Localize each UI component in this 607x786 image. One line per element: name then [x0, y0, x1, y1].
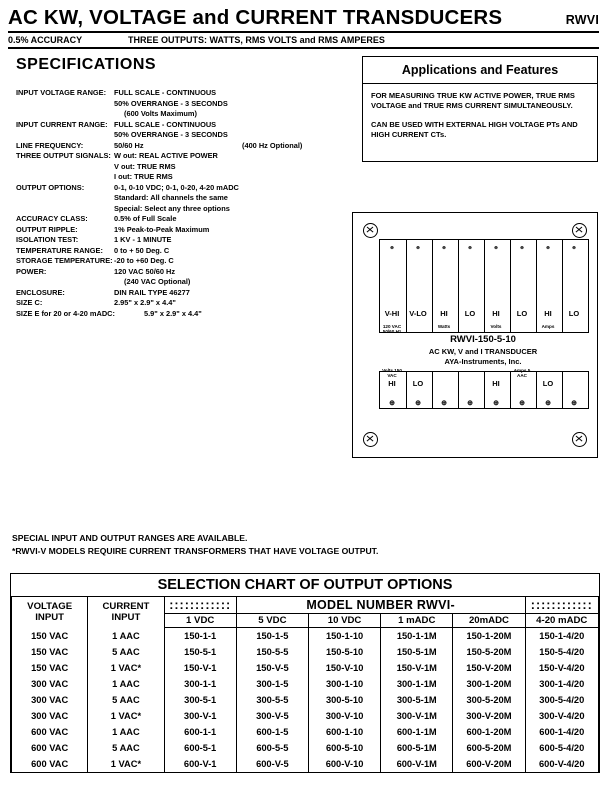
cell-model: 300-1-1: [164, 676, 236, 692]
selection-chart-title: SELECTION CHART OF OUTPUT OPTIONS: [11, 574, 599, 597]
cell-voltage: 150 VAC: [12, 628, 88, 645]
terminal-sublabel: [509, 324, 535, 334]
cell-current: 5 AAC: [88, 644, 164, 660]
screw-icon: ⊕: [442, 245, 446, 250]
spec-row: [16, 246, 346, 257]
cell-voltage: 600 VAC: [12, 724, 88, 740]
spec-label: TEMPERATURE RANGE:: [16, 245, 103, 255]
table-row: [12, 644, 599, 660]
spec-row: [16, 151, 346, 162]
device-illustration: [352, 212, 598, 458]
cell-model: 150-1-4/20: [525, 628, 598, 645]
spec-label: ENCLOSURE:: [16, 287, 65, 297]
spec-value-2: [242, 130, 346, 141]
table-row: [12, 740, 599, 756]
cell-current: 1 VAC*: [88, 756, 164, 772]
cell-model: 300-5-1: [164, 692, 236, 708]
spec-value-2: [242, 246, 346, 257]
header-output-1madc: 1 mADC: [381, 614, 453, 628]
spec-label: [16, 162, 114, 173]
cell-model: 300-V-1: [164, 708, 236, 724]
cell-voltage: 150 VAC: [12, 644, 88, 660]
terminal-label: [561, 379, 587, 388]
bottom-terminal-labels: [379, 379, 587, 388]
spec-label: ACCURACY CLASS:: [16, 214, 88, 223]
spec-row: [16, 193, 346, 204]
cell-model: 600-1-10: [308, 724, 380, 740]
spec-value-2: [242, 172, 346, 183]
cell-model: 150-V-5: [236, 660, 308, 676]
screw-icon: ⊕: [546, 245, 550, 250]
header-output-1vdc: 1 VDC: [164, 614, 236, 628]
cell-model: 150-1-20M: [453, 628, 525, 645]
selection-chart: [10, 573, 600, 773]
cell-model: 600-5-5: [236, 740, 308, 756]
cell-model: 600-V-4/20: [525, 756, 598, 772]
spec-row: [16, 88, 346, 99]
cell-model: 150-1-10: [308, 628, 380, 645]
cell-model: 300-1-1M: [381, 676, 453, 692]
spec-label: [16, 130, 114, 141]
cell-model: 150-5-1M: [381, 644, 453, 660]
cell-model: 300-5-20M: [453, 692, 525, 708]
screw-icon: ⊕: [415, 400, 421, 407]
header-current-input: CURRENT INPUT: [88, 597, 164, 628]
cell-model: 600-1-1M: [381, 724, 453, 740]
terminal-label: HI: [440, 309, 448, 318]
top-screw-row: [379, 245, 587, 251]
terminal-label: [457, 379, 483, 388]
spec-value-2: [242, 256, 346, 267]
spec-value: 50/60 Hz: [114, 140, 144, 150]
terminal-label: LO: [542, 379, 554, 388]
cell-model: 150-V-10: [308, 660, 380, 676]
bottom-screw-row: [379, 399, 587, 407]
screw-icon: ⊕: [493, 400, 499, 407]
spec-value: 120 VAC 50/60 Hz: [114, 266, 176, 276]
screw-icon: ⊕: [572, 245, 576, 250]
terminal-label: V-HI: [384, 309, 400, 318]
cell-model: 600-5-10: [308, 740, 380, 756]
spec-value: 5.9" x 2.9" x 4.4": [144, 308, 202, 318]
cell-model: 300-1-4/20: [525, 676, 598, 692]
terminal-sublabel: Amps 5 AAC: [513, 368, 531, 378]
spec-value-2: [242, 235, 346, 246]
cell-model: 300-5-10: [308, 692, 380, 708]
terminal-sublabel: Volts: [490, 324, 502, 329]
device-model-number: RWVI-150-5-10: [450, 334, 516, 345]
device-body: [361, 221, 589, 449]
spec-value: 1% Peak-to-Peak Maximum: [114, 224, 210, 234]
screw-icon: ⊕: [416, 245, 420, 250]
spec-label: [16, 99, 114, 110]
cell-model: 300-V-4/20: [525, 708, 598, 724]
terminal-sublabel: [405, 324, 431, 334]
spec-row: [16, 109, 346, 120]
terminal-label: [509, 379, 535, 388]
terminal-label: LO: [568, 309, 580, 318]
cell-voltage: 600 VAC: [12, 740, 88, 756]
cell-model: 600-V-20M: [453, 756, 525, 772]
cell-current: 5 AAC: [88, 740, 164, 756]
terminal-sublabel: Volts 150 VAC: [382, 368, 402, 378]
screw-icon: ⊕: [441, 400, 447, 407]
spec-row: [16, 267, 346, 278]
header-title-row: [8, 6, 599, 30]
spec-label: SIZE E for 20 or 4-20 mADC:: [16, 308, 115, 318]
cell-model: 300-1-5: [236, 676, 308, 692]
spec-value: 50% OVERRANGE - 3 SECONDS: [114, 98, 228, 108]
product-code: RWVI: [565, 13, 599, 27]
device-company: AYA-Instruments, Inc.: [444, 357, 522, 366]
screw-icon: ⊕: [520, 245, 524, 250]
cell-model: 300-1-10: [308, 676, 380, 692]
applications-box: [362, 56, 598, 162]
spec-value: 1 KV - 1 MINUTE: [114, 235, 172, 244]
spec-value: 0.5% of Full Scale: [114, 214, 177, 223]
applications-paragraph: CAN BE USED WITH EXTERNAL HIGH VOLTAGE PTs AND HIGH CURRENT CTs.: [371, 120, 578, 139]
table-row: [12, 692, 599, 708]
spec-label: INPUT VOLTAGE RANGE:: [16, 88, 107, 97]
spec-label: INPUT CURRENT RANGE:: [16, 119, 108, 129]
screw-icon: [363, 432, 378, 447]
device-description: AC KW, V and I TRANSDUCER: [428, 347, 538, 356]
screw-icon: ⊕: [519, 400, 525, 407]
spec-row: [16, 130, 346, 141]
spec-value-2: [242, 162, 346, 173]
spec-row: [16, 235, 346, 246]
spec-label: SIZE C:: [16, 298, 43, 307]
spec-row: [16, 162, 346, 173]
spec-value-2: [242, 214, 346, 225]
table-row: [12, 628, 599, 645]
cell-model: 300-V-5: [236, 708, 308, 724]
spec-value: Special: Select any three options: [114, 203, 230, 213]
spec-row: [16, 99, 346, 110]
header-output-10vdc: 10 VDC: [308, 614, 380, 628]
spec-value: (240 VAC Optional): [124, 277, 191, 286]
cell-voltage: 300 VAC: [12, 676, 88, 692]
spec-row: [16, 288, 346, 299]
terminal-label: LO: [464, 309, 476, 318]
terminal-label: HI: [544, 309, 552, 318]
cell-model: 600-1-20M: [453, 724, 525, 740]
spec-value-2: [242, 151, 346, 162]
table-row: [12, 708, 599, 724]
terminal-sublabel: Watts: [437, 324, 451, 329]
cell-model: 600-V-1M: [381, 756, 453, 772]
spec-label: ISOLATION TEST:: [16, 235, 79, 244]
cell-model: 600-V-10: [308, 756, 380, 772]
cell-current: 5 AAC: [88, 692, 164, 708]
spec-value: FULL SCALE - CONTINUOUS: [114, 88, 217, 97]
cell-model: 300-5-4/20: [525, 692, 598, 708]
spec-value: -20 to +60 Deg. C: [114, 256, 174, 265]
chart-dots-right: ::::::::::::: [525, 597, 598, 614]
spec-value-2: [242, 204, 346, 215]
terminal-label: HI: [492, 379, 500, 388]
terminal-sublabel: Amps: [541, 324, 555, 329]
spec-value-2: [242, 183, 346, 194]
cell-model: 150-V-1: [164, 660, 236, 676]
page-header: [8, 6, 599, 49]
terminal-label: [431, 379, 457, 388]
spec-label: THREE OUTPUT SIGNALS:: [16, 151, 111, 160]
note-line: *RWVI-V MODELS REQUIRE CURRENT TRANSFORMERS THAT HAVE VOLTAGE OUTPUT.: [12, 546, 379, 556]
spec-value: 0-1, 0-10 VDC; 0-1, 0-20, 4-20 mADC: [114, 182, 239, 192]
cell-current: 1 VAC*: [88, 708, 164, 724]
cell-model: 150-V-20M: [453, 660, 525, 676]
chart-model-header: MODEL NUMBER RWVI-: [236, 597, 525, 614]
header-output-5vdc: 5 VDC: [236, 614, 308, 628]
spec-row: [16, 277, 346, 288]
cell-model: 300-5-5: [236, 692, 308, 708]
terminal-label: HI: [388, 379, 396, 388]
table-row: [12, 676, 599, 692]
header-rule-2: [8, 47, 599, 49]
screw-icon: [572, 223, 587, 238]
cell-model: 600-1-1: [164, 724, 236, 740]
spec-label: STORAGE TEMPERATURE:: [16, 256, 113, 265]
terminal-label: LO: [412, 379, 424, 388]
cell-model: 150-1-1: [164, 628, 236, 645]
header-output-420madc: 4-20 mADC: [525, 614, 598, 628]
terminal-sublabel: [457, 324, 483, 334]
cell-current: 1 AAC: [88, 676, 164, 692]
selection-chart-table: [11, 597, 599, 772]
cell-voltage: 150 VAC: [12, 660, 88, 676]
spec-value: I out: TRUE RMS: [114, 172, 173, 181]
table-row: [12, 724, 599, 740]
terminal-label: HI: [492, 309, 500, 318]
screw-icon: [572, 432, 587, 447]
specifications-title: SPECIFICATIONS: [16, 56, 157, 73]
cell-model: 150-V-1M: [381, 660, 453, 676]
cell-model: 600-V-1: [164, 756, 236, 772]
spec-value-2: [242, 88, 346, 99]
spec-row: [16, 214, 346, 225]
spec-value-2: (400 Hz Optional): [242, 140, 303, 150]
cell-voltage: 300 VAC: [12, 692, 88, 708]
outputs-label: THREE OUTPUTS: WATTS, RMS VOLTS and RMS AMPERES: [128, 35, 385, 45]
screw-icon: ⊕: [545, 400, 551, 407]
spec-value: W out: REAL ACTIVE POWER: [114, 151, 218, 160]
chart-header-row-1: [12, 597, 599, 614]
spec-value-2: [242, 277, 346, 288]
cell-model: 150-5-4/20: [525, 644, 598, 660]
spec-value-2: [242, 298, 346, 309]
spec-value-2: [242, 225, 346, 236]
top-terminal-sublabels: [379, 324, 587, 334]
spec-value-2: [242, 288, 346, 299]
spec-row: [16, 183, 346, 194]
spec-value: V out: TRUE RMS: [114, 161, 176, 171]
spec-label: OUTPUT OPTIONS:: [16, 182, 85, 192]
screw-icon: ⊕: [494, 245, 498, 250]
cell-model: 150-5-5: [236, 644, 308, 660]
terminal-sublabel: [561, 324, 587, 334]
spec-label: LINE FREQUENCY:: [16, 140, 84, 150]
spec-row: [16, 256, 346, 267]
cell-model: 300-V-1M: [381, 708, 453, 724]
table-row: [12, 756, 599, 772]
spec-value-2: [242, 193, 346, 204]
screw-icon: [363, 223, 378, 238]
spec-label: [16, 172, 114, 183]
cell-model: 150-1-1M: [381, 628, 453, 645]
spec-label: [16, 193, 114, 204]
spec-value: 2.95" x 2.9" x 4.4": [114, 298, 176, 307]
terminal-label: V-LO: [409, 309, 427, 318]
spec-label: [16, 109, 114, 120]
screw-icon: ⊕: [571, 400, 577, 407]
cell-voltage: 600 VAC: [12, 756, 88, 772]
notes-block: [12, 532, 592, 558]
cell-voltage: 300 VAC: [12, 708, 88, 724]
spec-value-2: [242, 109, 346, 120]
applications-body: [363, 84, 597, 140]
spec-value: (600 Volts Maximum): [124, 109, 197, 118]
specifications-list: [16, 88, 346, 319]
applications-paragraph: FOR MEASURING TRUE KW ACTIVE POWER, TRUE RMS VOLTAGE and TRUE RMS CURRENT SIMULTANEOUSLY.: [371, 91, 575, 110]
spec-label: [16, 204, 114, 215]
cell-model: 150-5-10: [308, 644, 380, 660]
spec-value-2: [242, 267, 346, 278]
cell-model: 600-5-1: [164, 740, 236, 756]
spec-row: [16, 141, 346, 152]
spec-value: 0 to + 50 Deg. C: [114, 245, 170, 255]
cell-current: 1 AAC: [88, 724, 164, 740]
cell-model: 600-1-4/20: [525, 724, 598, 740]
spec-row: [16, 204, 346, 215]
spec-row: [16, 309, 346, 320]
spec-label: POWER:: [16, 266, 47, 276]
header-rule: [8, 31, 599, 33]
cell-model: 600-V-5: [236, 756, 308, 772]
cell-model: 300-1-20M: [453, 676, 525, 692]
cell-model: 150-V-4/20: [525, 660, 598, 676]
terminal-sublabel: 120 VAC 50/60 Hz: [382, 324, 402, 334]
page-title: AC KW, VOLTAGE and CURRENT TRANSDUCERS: [8, 6, 503, 29]
cell-current: 1 AAC: [88, 628, 164, 645]
header-subtitle-row: [8, 35, 599, 45]
screw-icon: ⊕: [467, 400, 473, 407]
spec-row: [16, 225, 346, 236]
header-voltage-input: VOLTAGE INPUT: [12, 597, 88, 628]
spec-label: [16, 277, 114, 288]
screw-icon: ⊕: [389, 400, 395, 407]
table-row: [12, 660, 599, 676]
cell-model: 600-5-1M: [381, 740, 453, 756]
spec-label: OUTPUT RIPPLE:: [16, 224, 78, 234]
cell-model: 150-1-5: [236, 628, 308, 645]
header-output-20madc: 20mADC: [453, 614, 525, 628]
cell-model: 600-5-4/20: [525, 740, 598, 756]
cell-model: 600-1-5: [236, 724, 308, 740]
spec-row: [16, 298, 346, 309]
cell-model: 300-V-10: [308, 708, 380, 724]
cell-model: 150-5-1: [164, 644, 236, 660]
terminal-label: LO: [516, 309, 528, 318]
spec-value: FULL SCALE - CONTINUOUS: [114, 119, 217, 129]
spec-value: Standard: All channels the same: [114, 193, 228, 202]
spec-row: [16, 172, 346, 183]
spec-value-2: [242, 120, 346, 131]
cell-model: 150-5-20M: [453, 644, 525, 660]
spec-value-2: [242, 99, 346, 110]
note-line: SPECIAL INPUT AND OUTPUT RANGES ARE AVAILABLE.: [12, 533, 248, 543]
spec-value: 50% OVERRANGE - 3 SECONDS: [114, 130, 228, 139]
cell-model: 300-V-20M: [453, 708, 525, 724]
screw-icon: ⊕: [468, 245, 472, 250]
applications-title: Applications and Features: [401, 63, 559, 77]
cell-model: 300-5-1M: [381, 692, 453, 708]
chart-dots-left: ::::::::::::: [164, 597, 236, 614]
spec-row: [16, 120, 346, 131]
screw-icon: ⊕: [390, 245, 394, 250]
accuracy-label: 0.5% ACCURACY: [8, 35, 83, 45]
cell-model: 600-5-20M: [453, 740, 525, 756]
spec-value: DIN RAIL TYPE 46277: [114, 287, 190, 297]
cell-current: 1 VAC*: [88, 660, 164, 676]
